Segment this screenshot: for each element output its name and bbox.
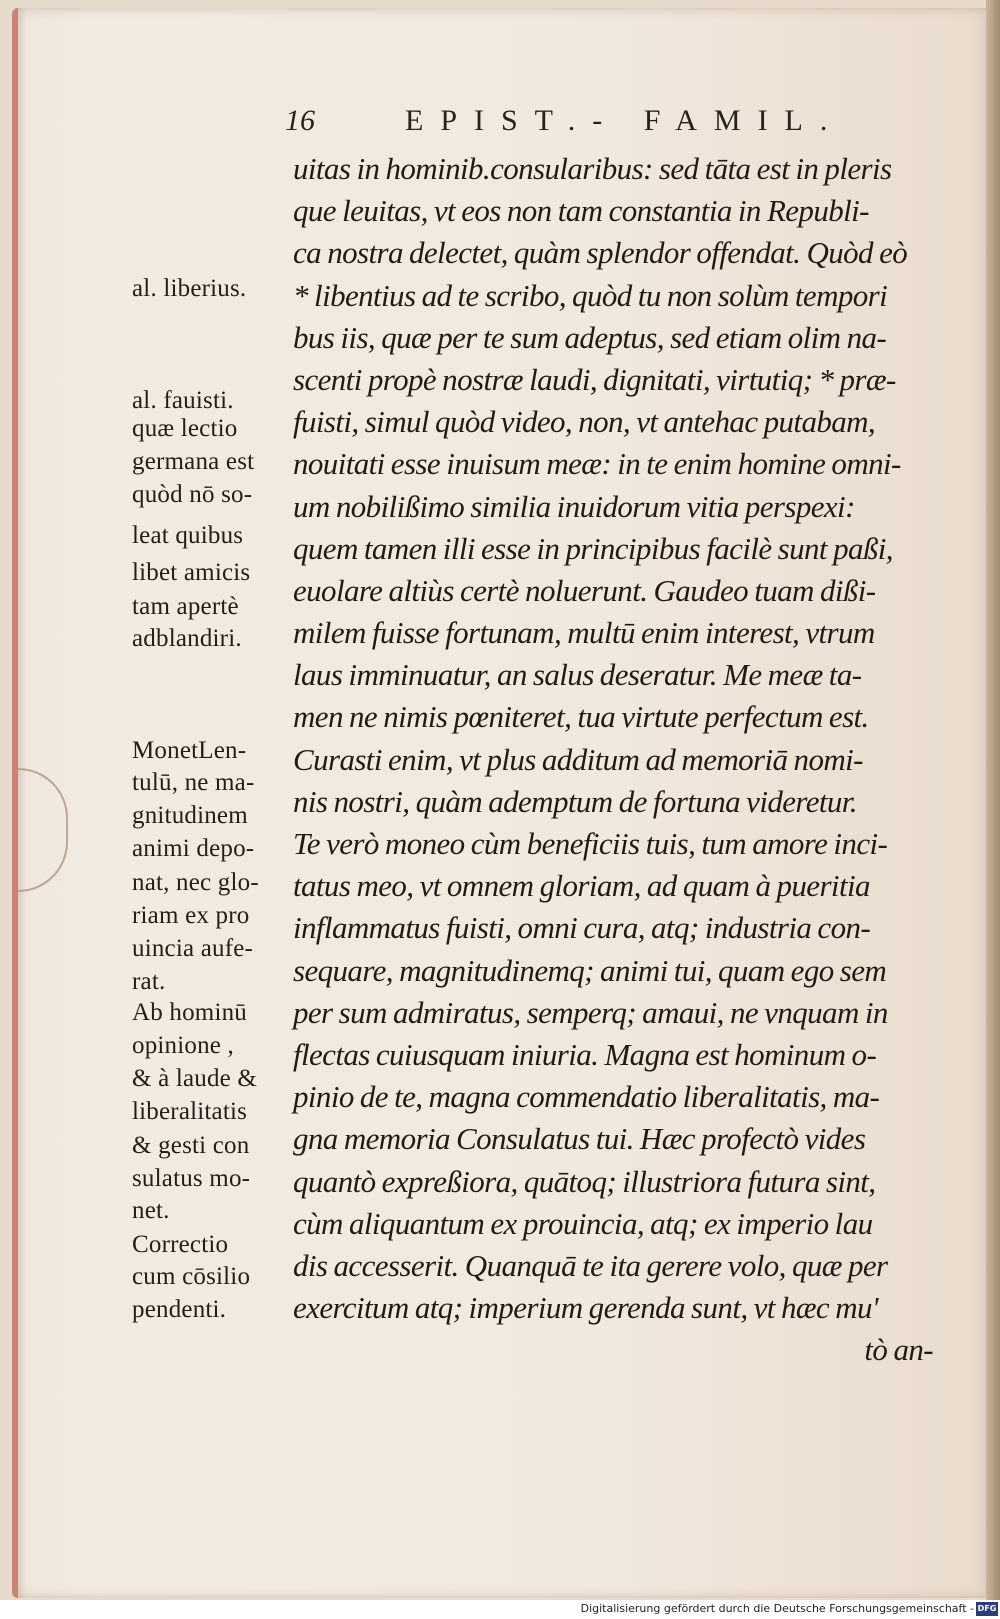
page-number: 16 — [285, 104, 315, 137]
margin-note: adblandiri. — [132, 625, 242, 652]
header-title: EPIST.- FAMIL. — [405, 104, 845, 137]
footer-bar — [0, 1600, 1000, 1619]
text-line: scenti propè nostræ laudi, dignitati, virtutiq; * præ- — [293, 361, 896, 397]
text-line: Te verò moneo cùm beneficiis tuis, tum amore inci- — [293, 826, 888, 861]
text-line: exercitum atq; imperium gerenda sunt, vt hæc mu' — [293, 1290, 878, 1326]
body-text — [293, 148, 953, 1371]
running-head — [285, 104, 845, 144]
text-line: laus imminuatur, an salus deseratur. Me meæ ta- — [293, 657, 862, 693]
margin-note: quòd nō so- — [132, 481, 253, 508]
text-line: um nobilißimo similia inuidorum vitia perspexi: — [293, 488, 855, 524]
margin-note: tam apertè — [132, 593, 239, 620]
text-line: bus iis, quæ per te sum adeptus, sed etiam olim na- — [293, 319, 887, 355]
catchword: tò an- — [864, 1332, 933, 1368]
text-line: cùm aliquantum ex prouincia, atq; ex imperio lau — [293, 1205, 873, 1241]
page-clasp-mark — [18, 768, 68, 892]
footer-credit: Digitalisierung gefördert durch die Deutsche Forschungsgemeinschaft - — [580, 1602, 974, 1615]
text-line: ca nostra delectet, quàm splendor offendat. Quòd eò — [293, 235, 908, 271]
margin-note: Correctio — [132, 1231, 229, 1258]
margin-note: pendenti. — [132, 1296, 227, 1323]
margin-note: al. fauisti. — [132, 387, 234, 414]
margin-note: sulatus mo- — [132, 1165, 251, 1192]
text-line: flectas cuiusquam iniuria. Magna est hominum o- — [293, 1036, 877, 1072]
margin-note: leat quibus — [132, 522, 244, 549]
margin-note: libet amicis — [132, 559, 251, 586]
text-line: Curasti enim, vt plus additum ad memoriā nomi- — [293, 741, 863, 777]
text-line: inflammatus fuisti, omni cura, atq; industria con- — [293, 910, 871, 946]
text-line: per sum admiratus, semperq; amaui, ne vnquam in — [293, 994, 888, 1030]
text-line: quem tamen illi esse in principibus facilè sunt paßi, — [293, 530, 893, 566]
text-line: pinio de te, magna commendatio liberalitatis, ma- — [293, 1079, 880, 1115]
margin-note: liberalitatis — [132, 1098, 248, 1125]
page-edge — [986, 0, 1000, 1600]
text-line: uitas in hominib.consularibus: sed tāta est in pleris — [293, 151, 892, 186]
margin-note: quæ lectio — [132, 415, 238, 442]
text-line: men ne nimis pœniteret, tua virtute perfectum est. — [293, 699, 869, 735]
text-line: fuisti, simul quòd video, non, vt antehac putabam, — [293, 404, 876, 440]
margin-note: tulū, ne ma- — [132, 769, 255, 796]
margin-note: uincia aufe- — [132, 935, 254, 962]
text-line: sequare, magnitudinemq; animi tui, quam ego sem — [293, 952, 887, 988]
margin-note: Ab hominū — [132, 999, 247, 1026]
text-line: que leuitas, vt eos non tam constantia in Republi- — [293, 193, 869, 229]
margin-note: MonetLen- — [132, 737, 247, 764]
text-line: nis nostri, quàm ademptum de fortuna videretur. — [293, 783, 857, 819]
text-line: * libentius ad te scribo, quòd tu non solùm tempori — [293, 277, 888, 313]
text-line: gna memoria Consulatus tui. Hæc profectò vides — [293, 1121, 866, 1157]
margin-note: net. — [132, 1197, 170, 1224]
margin-note: germana est — [132, 448, 255, 475]
text-line: quantò expreßiora, quātoq; illustriora futura sint, — [293, 1163, 876, 1199]
text-line: euolare altiùs certè noluerunt. Gaudeo tuam dißi- — [293, 572, 876, 608]
text-line: dis accesserit. Quanquā te ita gerere volo, quæ per — [293, 1247, 888, 1283]
margin-note: al. liberius. — [132, 275, 247, 302]
margin-note: & gesti con — [132, 1132, 250, 1159]
margin-note: opinione , — [132, 1032, 234, 1059]
text-line: tatus meo, vt omnem gloriam, ad quam à pueritia — [293, 868, 870, 904]
margin-note: cum cōsilio — [132, 1263, 251, 1290]
margin-note: rat. — [132, 968, 166, 995]
text-line: nouitati esse inuisum meæ: in te enim homine omni- — [293, 446, 901, 482]
margin-note: animi depo- — [132, 835, 255, 862]
text-line: milem fuisse fortunam, multū enim interest, vtrum — [293, 615, 875, 651]
dfg-logo-icon: DFG — [976, 1602, 998, 1616]
margin-note: nat, nec glo- — [132, 869, 259, 896]
margin-note: riam ex pro — [132, 902, 250, 929]
margin-note: & à laude & — [132, 1065, 258, 1092]
margin-note: gnitudinem — [132, 802, 248, 829]
